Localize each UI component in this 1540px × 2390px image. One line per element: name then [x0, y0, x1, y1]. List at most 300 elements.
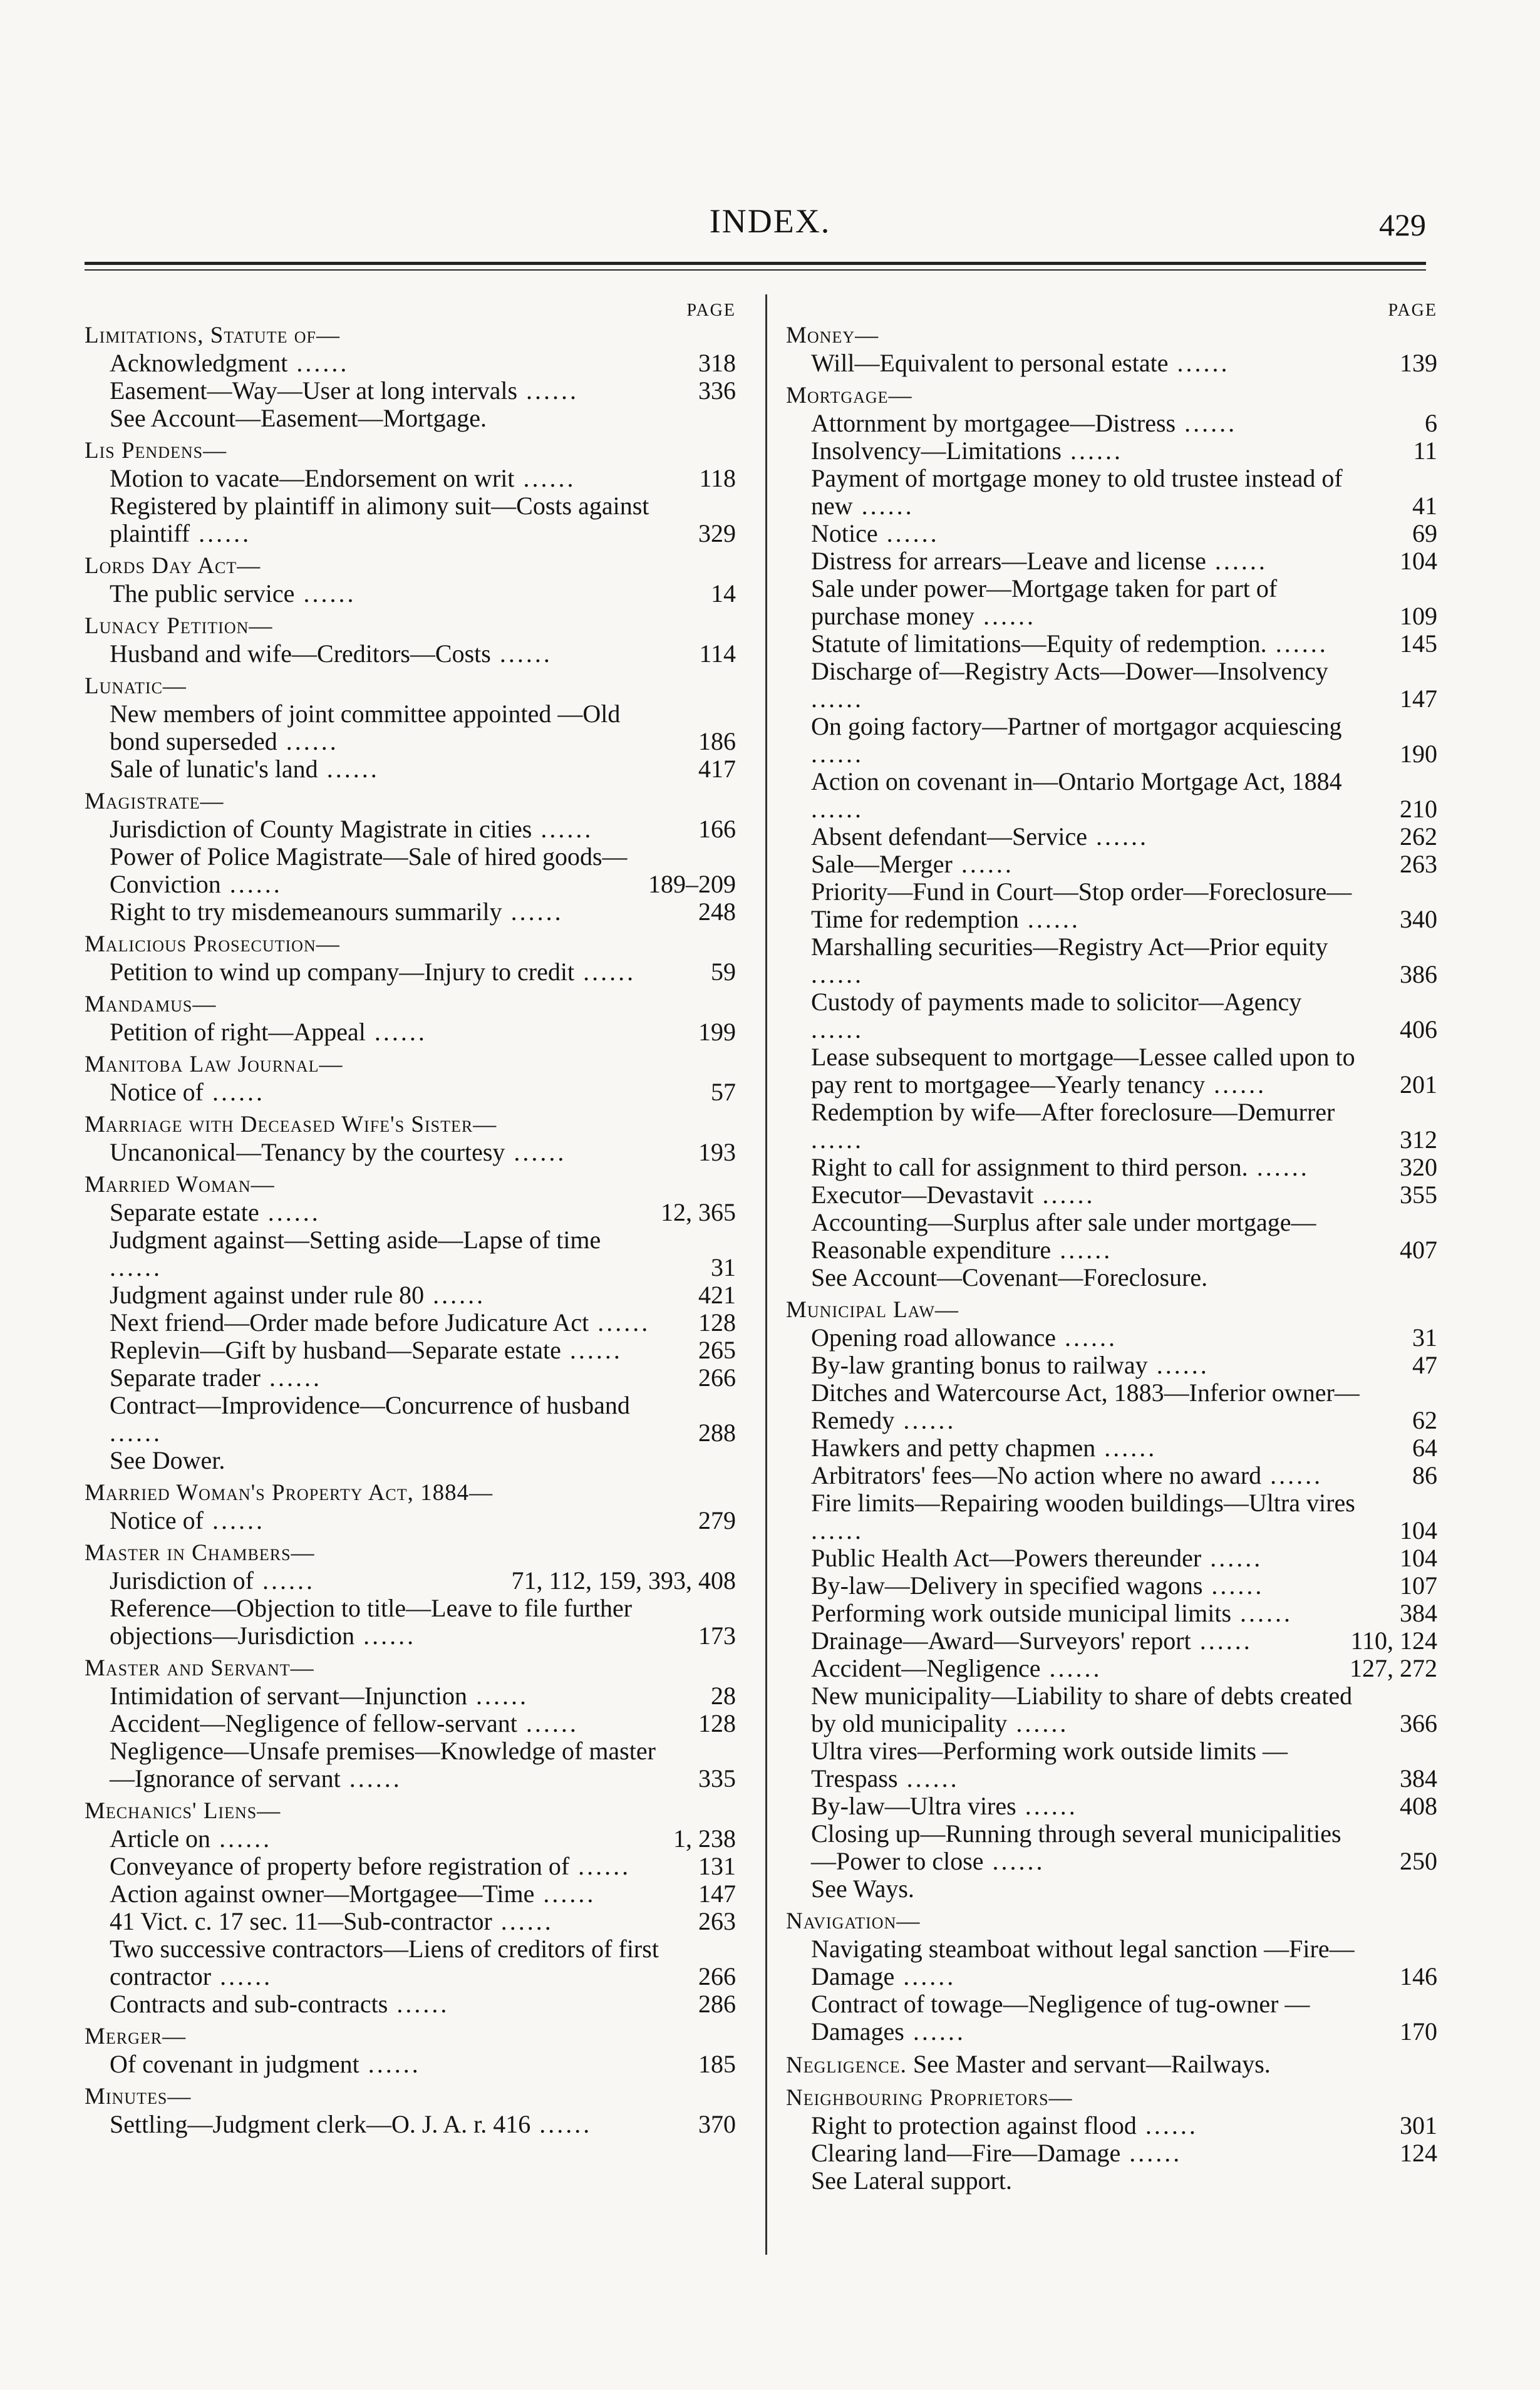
leader-dots: ......	[1168, 349, 1230, 377]
index-entry	[85, 700, 736, 755]
leader-dots: ......	[1147, 1351, 1209, 1379]
index-heading: Married Woman—	[85, 1172, 275, 1198]
index-entry	[786, 630, 1437, 658]
index-page-ref: 366	[1400, 1709, 1437, 1737]
index-page-ref: 64	[1412, 1434, 1437, 1462]
index-entry	[85, 1337, 736, 1364]
index-entry-text: Contracts and sub-contracts	[110, 1990, 388, 2018]
index-page-ref: 104	[1400, 1516, 1437, 1544]
index-entry-text: The public service	[110, 579, 295, 608]
index-entry-text: Arbitrators' fees—No action where no award	[811, 1461, 1262, 1489]
index-entry	[786, 2112, 1437, 2139]
index-entry	[786, 988, 1437, 1043]
index-entry-text: By-law—Ultra vires	[811, 1792, 1016, 1820]
index-entry	[786, 575, 1437, 630]
index-entry-text: Sale—Merger	[811, 850, 953, 878]
index-page-ref: 170	[1400, 2017, 1437, 2046]
index-page-ref: 69	[1412, 519, 1437, 547]
index-entry	[786, 1544, 1437, 1572]
index-entry-text: Distress for arrears—Leave and license	[811, 547, 1206, 575]
index-entry-text: Separate trader	[110, 1363, 261, 1392]
right-column	[786, 299, 1437, 2195]
index-heading: Mortgage—	[786, 383, 912, 408]
index-entry	[786, 1682, 1437, 1737]
index-entry-text: Husband and wife—Creditors—Costs	[110, 639, 491, 668]
index-entry	[786, 1379, 1437, 1434]
leader-dots: ......	[877, 519, 939, 547]
index-page-ref: 104	[1400, 1544, 1437, 1572]
leader-dots: ......	[492, 1907, 554, 1935]
leader-dots: ......	[569, 1852, 631, 1880]
index-heading: Malicious Prosecution—	[85, 931, 340, 957]
leader-dots: ......	[110, 1253, 162, 1281]
index-heading: Lunacy Petition—	[85, 613, 273, 639]
page-column-label: PAGE	[686, 301, 736, 320]
index-heading: Money—	[786, 323, 879, 348]
leader-dots: ......	[1176, 409, 1238, 437]
index-page-ref: 262	[1400, 822, 1437, 851]
index-entry	[786, 1043, 1437, 1099]
index-page-ref: 263	[698, 1907, 736, 1935]
index-page-ref: 189–209	[648, 870, 736, 898]
index-entry-text: Contract of towage—Negligence of tug-owner —Damages	[811, 1990, 1310, 2046]
index-page-ref: 124	[1400, 2139, 1437, 2167]
index-entry-text: Right to call for assignment to third person.	[811, 1153, 1248, 1181]
leader-dots: ......	[952, 850, 1014, 878]
index-entry-text: Drainage—Award—Surveyors' report	[811, 1627, 1191, 1655]
right-column-entries	[786, 322, 1437, 2195]
index-entry	[85, 1309, 736, 1337]
index-entry	[786, 1875, 1437, 1903]
index-page-ref: 265	[698, 1336, 736, 1364]
index-entry-text: See Lateral support.	[811, 2166, 1012, 2195]
index-entry	[786, 851, 1437, 878]
index-entry	[786, 410, 1437, 437]
index-entry	[786, 1820, 1437, 1875]
index-page-ref: 62	[1412, 1406, 1437, 1434]
index-entry	[85, 1825, 736, 1853]
index-entry-text: By-law granting bonus to railway	[811, 1351, 1148, 1379]
leader-dots: ......	[1055, 1323, 1117, 1352]
index-page-ref: 1, 238	[673, 1824, 736, 1853]
index-entry-text: Redemption by wife—After foreclosure—Demurrer	[811, 1098, 1335, 1126]
index-heading: Limitations, Statute of—	[85, 323, 340, 348]
index-page-ref: 318	[698, 349, 736, 377]
leader-dots: ......	[467, 1682, 529, 1710]
index-entry	[85, 1364, 736, 1392]
index-entry-text: Closing up—Running through several municipalities—Power to close	[811, 1819, 1341, 1875]
index-heading: Lis Pendens—	[85, 438, 227, 463]
index-entry-text: Power of Police Magistrate—Sale of hired goods—Conviction	[110, 842, 628, 898]
index-entry	[786, 465, 1437, 520]
leader-dots: ......	[1007, 1709, 1069, 1737]
leader-dots: ......	[1040, 1654, 1102, 1682]
index-page-ref: 147	[1400, 685, 1437, 713]
index-page-ref: 173	[698, 1622, 736, 1650]
index-entry-text: Action against owner—Mortgagee—Time	[110, 1880, 535, 1908]
index-page-ref: 104	[1400, 547, 1437, 575]
index-entry-text: Fire limits—Repairing wooden buildings—Ultra vires	[811, 1489, 1355, 1517]
index-heading: Master in Chambers—	[85, 1540, 315, 1566]
index-entry-text: Two successive contractors—Liens of creditors of first contractor	[110, 1935, 659, 1990]
index-page-ref: 193	[698, 1138, 736, 1166]
index-page-ref: 147	[698, 1880, 736, 1908]
leader-dots: ......	[260, 1363, 322, 1392]
index-heading: Neighbouring Proprietors—	[786, 2085, 1073, 2111]
index-entry	[85, 1392, 736, 1447]
leader-dots: ......	[561, 1336, 623, 1364]
index-entry-text: Executor—Devastavit	[811, 1181, 1034, 1209]
index-page-ref: 127, 272	[1350, 1654, 1437, 1682]
index-page-ref: 86	[1412, 1461, 1437, 1489]
index-entry-text: Jurisdiction of County Magistrate in cities	[110, 815, 532, 843]
index-heading: Municipal Law—	[786, 1297, 959, 1323]
index-page-ref: 41	[1412, 492, 1437, 520]
index-page-ref: 118	[699, 464, 736, 492]
index-page-ref: 406	[1400, 1015, 1437, 1043]
index-heading	[786, 2051, 1437, 2079]
leader-dots: ......	[502, 898, 564, 926]
leader-dots: ......	[359, 2050, 421, 2078]
index-entry-text: Easement—Way—User at long intervals	[110, 376, 518, 405]
index-entry-text: Lease subsequent to mortgage—Lessee called upon to pay rent to mortgagee—Yearly tenancy	[811, 1043, 1355, 1099]
index-page-ref: 408	[1400, 1792, 1437, 1820]
index-page-ref: 110, 124	[1350, 1627, 1437, 1655]
leader-dots: ......	[1120, 2139, 1182, 2167]
leader-dots: ......	[1261, 1461, 1323, 1489]
leader-dots: ......	[340, 1764, 402, 1792]
leader-dots: ......	[1248, 1153, 1310, 1181]
leader-dots: ......	[210, 1824, 272, 1853]
index-heading: Merger—	[85, 2024, 187, 2049]
header-rule-thin	[85, 269, 1426, 271]
leader-dots: ......	[1231, 1599, 1293, 1627]
index-page-ref: 421	[698, 1281, 736, 1309]
index-entry-text: Discharge of—Registry Acts—Dower—Insolvency	[811, 657, 1328, 685]
leader-dots: ......	[532, 815, 594, 843]
index-page-ref: 248	[698, 898, 736, 926]
leader-dots: ......	[1033, 1181, 1095, 1209]
index-page-ref: 370	[698, 2110, 736, 2138]
leader-dots: ......	[530, 2110, 592, 2138]
index-page-ref: 407	[1400, 1236, 1437, 1264]
index-entry-text: Of covenant in judgment	[110, 2050, 359, 2078]
index-heading-label: Negligence.	[786, 2052, 907, 2078]
index-heading: Mandamus—	[85, 991, 217, 1017]
leader-dots: ......	[574, 958, 636, 986]
index-entry-text: Right to try misdemeanours summarily	[110, 898, 502, 926]
leader-dots: ......	[1018, 905, 1080, 933]
index-page-ref: 146	[1400, 1962, 1437, 1990]
index-entry	[85, 1880, 736, 1908]
index-heading: Manitoba Law Journal—	[85, 1052, 343, 1077]
index-entry	[786, 520, 1437, 547]
index-entry	[85, 2051, 736, 2078]
index-entry	[786, 1935, 1437, 1990]
index-entry	[786, 1792, 1437, 1820]
index-entry-text: Hawkers and petty chapmen	[811, 1434, 1096, 1462]
leader-dots: ......	[110, 1419, 162, 1447]
index-page-ref: 31	[711, 1253, 736, 1281]
index-entry-text: Motion to vacate—Endorsement on writ	[110, 464, 515, 492]
index-entry	[85, 349, 736, 377]
page-header	[0, 199, 1540, 243]
index-entry-text: Right to protection against flood	[811, 2111, 1137, 2139]
index-entry	[85, 465, 736, 492]
index-entry	[85, 898, 736, 926]
index-entry-text: Priority—Fund in Court—Stop order—Foreclosure—Time for redemption	[811, 877, 1352, 933]
index-entry-text: Accident—Negligence	[811, 1654, 1041, 1682]
index-page-ref: 28	[711, 1682, 736, 1710]
index-page-ref: 355	[1400, 1181, 1437, 1209]
index-entry-text: Judgment against—Setting aside—Lapse of time	[110, 1226, 601, 1254]
index-entry	[85, 815, 736, 843]
leader-dots: ......	[904, 2017, 966, 2046]
index-entry-text: Notice	[811, 519, 878, 547]
index-page-ref: 47	[1412, 1351, 1437, 1379]
index-page-ref: 286	[698, 1990, 736, 2018]
leader-dots: ......	[1191, 1627, 1253, 1655]
index-entry-text: See Account—Easement—Mortgage.	[110, 404, 487, 432]
index-page-ref: 71, 112, 159, 393, 408	[511, 1566, 736, 1595]
leader-dots: ......	[220, 870, 282, 898]
index-page-ref: 6	[1425, 409, 1437, 437]
index-entry	[85, 1567, 736, 1595]
index-entry-text: Petition to wind up company—Injury to credit	[110, 958, 575, 986]
index-entry-text: 41 Vict. c. 17 sec. 11—Sub-contractor	[110, 1907, 492, 1935]
index-entry	[85, 843, 736, 898]
leader-dots: ......	[974, 602, 1036, 630]
index-entry-text: Notice of	[110, 1078, 204, 1106]
index-entry	[85, 640, 736, 668]
index-page-ref: 301	[1400, 2111, 1437, 2139]
index-entry	[85, 2111, 736, 2138]
index-entry	[786, 1324, 1437, 1352]
index-entry	[85, 405, 736, 432]
index-entry	[786, 823, 1437, 851]
index-page-ref: 199	[698, 1018, 736, 1046]
index-entry-text: Marshalling securities—Registry Act—Prior equity	[811, 933, 1328, 961]
page-title: INDEX.	[709, 202, 831, 240]
leader-dots: ......	[354, 1622, 416, 1650]
index-entry	[85, 1595, 736, 1650]
leader-dots: ......	[294, 579, 356, 608]
index-entry-text: Ultra vires—Performing work outside limits —Trespass	[811, 1737, 1288, 1792]
index-page-ref: 114	[699, 639, 736, 668]
index-page-ref: 288	[698, 1419, 736, 1447]
index-entry	[786, 1655, 1437, 1682]
index-page-ref: 279	[698, 1506, 736, 1534]
index-entry-text: Will—Equivalent to personal estate	[811, 349, 1169, 377]
index-entry	[786, 768, 1437, 823]
index-entry-text: Next friend—Order made before Judicature Act	[110, 1308, 589, 1337]
index-heading: Minutes—	[85, 2084, 192, 2109]
index-page-ref: 12, 365	[661, 1198, 736, 1226]
index-entry-text: Insolvency—Limitations	[811, 437, 1062, 465]
index-entry	[786, 1154, 1437, 1181]
index-entry	[786, 878, 1437, 933]
index-entry	[85, 1853, 736, 1880]
index-entry	[85, 492, 736, 547]
leader-dots: ......	[514, 464, 576, 492]
leader-dots: ......	[852, 492, 914, 520]
leader-dots: ......	[894, 1406, 956, 1434]
index-page-ref: 384	[1400, 1764, 1437, 1792]
index-entry-text: Accounting—Surplus after sale under mortgage—Reasonable expenditure	[811, 1208, 1316, 1264]
leader-dots: ......	[1202, 1571, 1264, 1600]
index-entry	[786, 1209, 1437, 1264]
index-entry-text: Statute of limitations—Equity of redemption.	[811, 629, 1267, 658]
index-entry	[85, 580, 736, 608]
leader-dots: ......	[490, 639, 552, 668]
index-entry-text: New municipality—Liability to share of debts created by old municipality	[811, 1682, 1353, 1737]
index-entry-text: Public Health Act—Powers thereunder	[811, 1544, 1202, 1572]
leader-dots: ......	[318, 755, 380, 783]
index-entry	[786, 1627, 1437, 1655]
index-entry-text: Jurisdiction of	[110, 1566, 254, 1595]
index-page-ref: 166	[698, 815, 736, 843]
index-entry	[85, 1935, 736, 1990]
index-entry	[85, 1079, 736, 1106]
index-entry-text: See Dower.	[110, 1446, 225, 1474]
index-entry-text: Article on	[110, 1824, 211, 1853]
index-page-ref: 190	[1400, 740, 1437, 768]
index-entry	[786, 547, 1437, 575]
index-entry	[786, 1600, 1437, 1627]
index-entry-text: Opening road allowance	[811, 1323, 1056, 1352]
index-entry	[786, 1489, 1437, 1544]
index-entry-text: By-law—Delivery in specified wagons	[811, 1571, 1203, 1600]
index-entry	[85, 1682, 736, 1710]
leader-dots: ......	[811, 1015, 864, 1043]
leader-dots: ......	[253, 1566, 315, 1595]
index-entry	[786, 1264, 1437, 1291]
index-page-ref: 266	[698, 1363, 736, 1392]
index-entry-text: Payment of mortgage money to old trustee instead of new	[811, 464, 1343, 520]
leader-dots: ......	[1095, 1434, 1157, 1462]
leader-dots: ......	[211, 1962, 273, 1990]
index-entry-text: Settling—Judgment clerk—O. J. A. r. 416	[110, 2110, 531, 2138]
index-entry	[85, 1737, 736, 1792]
index-page-ref: 14	[711, 579, 736, 608]
index-page-ref: 335	[698, 1764, 736, 1792]
index-page-ref: 107	[1400, 1571, 1437, 1600]
index-entry-text: On going factory—Partner of mortgagor acquiescing	[811, 712, 1342, 740]
index-entry	[786, 713, 1437, 768]
index-entry	[786, 1572, 1437, 1600]
index-entry	[786, 2167, 1437, 2195]
index-heading: Lords Day Act—	[85, 553, 261, 579]
index-entry	[786, 933, 1437, 988]
index-page-ref: 11	[1413, 437, 1437, 465]
index-entry	[786, 2139, 1437, 2167]
index-page-ref: 59	[711, 958, 736, 986]
index-page-ref: 131	[698, 1852, 736, 1880]
left-column	[85, 299, 736, 2138]
index-entry-text: Contract—Improvidence—Concurrence of husband	[110, 1391, 630, 1419]
index-page-ref: 340	[1400, 905, 1437, 933]
leader-dots: ......	[811, 960, 864, 988]
index-entry-text: New members of joint committee appointed —Old bond superseded	[110, 700, 621, 755]
index-entry-text: Negligence—Unsafe premises—Knowledge of master—Ignorance of servant	[110, 1737, 656, 1792]
index-entry-text: Clearing land—Fire—Damage	[811, 2139, 1121, 2167]
index-entry	[786, 658, 1437, 713]
index-heading: Magistrate—	[85, 789, 224, 814]
index-entry	[85, 1018, 736, 1046]
leader-dots: ......	[517, 1709, 579, 1737]
index-entry-text: Custody of payments made to solicitor—Agency	[811, 988, 1302, 1016]
leader-dots: ......	[277, 727, 339, 755]
index-entry-text: Uncanonical—Tenancy by the courtesy	[110, 1138, 505, 1166]
index-page-ref: 139	[1400, 349, 1437, 377]
leader-dots: ......	[203, 1078, 265, 1106]
index-page-ref: 312	[1400, 1125, 1437, 1154]
leader-dots: ......	[811, 1516, 864, 1544]
index-entry-text: Sale under power—Mortgage taken for part of purchase money	[811, 574, 1278, 630]
leader-dots: ......	[1201, 1544, 1263, 1572]
index-entry-text: Ditches and Watercourse Act, 1883—Inferior owner—Remedy	[811, 1379, 1360, 1434]
index-entry-text: Notice of	[110, 1506, 204, 1534]
left-column-entries	[85, 322, 736, 2138]
leader-dots: ......	[811, 685, 864, 713]
index-entry	[85, 755, 736, 783]
index-entry	[85, 1710, 736, 1737]
index-entry	[85, 1139, 736, 1166]
index-entry	[85, 1507, 736, 1534]
index-page-ref: 386	[1400, 960, 1437, 988]
leader-dots: ......	[1206, 547, 1268, 575]
leader-dots: ......	[534, 1880, 596, 1908]
index-entry-text: Absent defendant—Service	[811, 822, 1087, 851]
leader-dots: ......	[287, 349, 349, 377]
leader-dots: ......	[424, 1281, 486, 1309]
index-page-ref: 329	[698, 519, 736, 547]
index-entry-text: Sale of lunatic's land	[110, 755, 318, 783]
index-entry	[85, 1447, 736, 1474]
index-page-ref: 336	[698, 376, 736, 405]
index-entry-text: Judgment against under rule 80	[110, 1281, 425, 1309]
header-rule-thick	[85, 262, 1426, 265]
index-entry	[786, 349, 1437, 377]
index-entry	[786, 1737, 1437, 1792]
index-page-ref: 201	[1400, 1070, 1437, 1099]
leader-dots: ......	[259, 1198, 321, 1226]
leader-dots: ......	[1051, 1236, 1113, 1264]
index-entry-text: Attornment by mortgagee—Distress	[811, 409, 1176, 437]
index-heading: Master and Servant—	[85, 1655, 314, 1681]
index-entry-text: Accident—Negligence of fellow-servant	[110, 1709, 517, 1737]
index-page-ref: 210	[1400, 795, 1437, 823]
leader-dots: ......	[1087, 822, 1149, 851]
leader-dots: ......	[589, 1308, 651, 1337]
index-entry-text: See Ways.	[811, 1875, 914, 1903]
leader-dots: ......	[388, 1990, 450, 2018]
leader-dots: ......	[505, 1138, 567, 1166]
leader-dots: ......	[517, 376, 579, 405]
index-entry	[85, 1226, 736, 1281]
index-heading: Married Woman's Property Act, 1884—	[85, 1480, 494, 1506]
index-entry	[786, 1099, 1437, 1154]
index-entry	[786, 1434, 1437, 1462]
index-entry	[786, 1462, 1437, 1489]
index-entry	[85, 958, 736, 986]
index-entry-text: Action on covenant in—Ontario Mortgage Act, 1884	[811, 767, 1342, 795]
column-divider	[765, 294, 767, 2255]
leader-dots: ......	[203, 1506, 265, 1534]
index-page-ref: 145	[1400, 629, 1437, 658]
index-entry-text: Navigating steamboat without legal sanction —Fire—Damage	[811, 1935, 1355, 1990]
index-entry-text: Acknowledgment	[110, 349, 288, 377]
